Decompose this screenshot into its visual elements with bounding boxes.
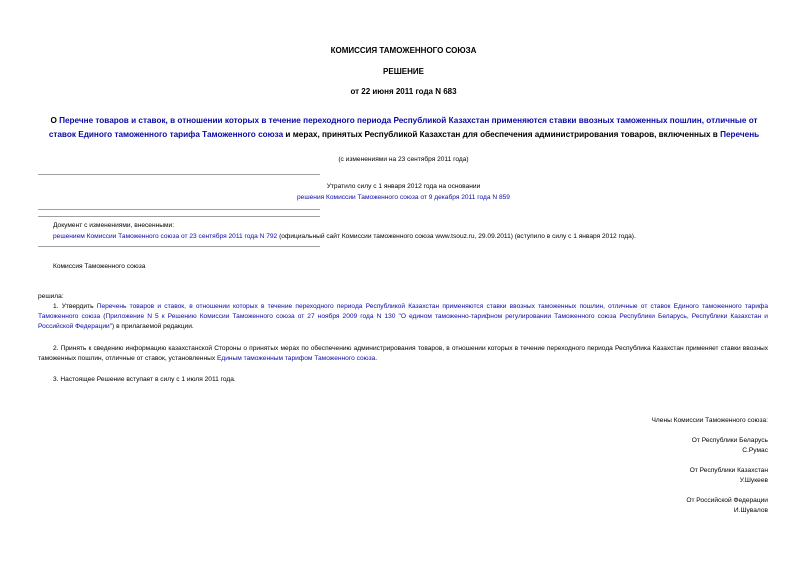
member-country: От Российской Федерации — [686, 497, 768, 504]
changes-line — [53, 232, 636, 242]
member-name: У.Шукеев — [739, 477, 768, 484]
item1-text: 1. Утвердить — [53, 303, 97, 310]
decided-label: решила: — [38, 293, 64, 300]
item1-text-3: ) в прилагаемой редакции. — [112, 323, 194, 330]
member-country: От Республики Казахстан — [689, 467, 768, 474]
item-2 — [38, 344, 768, 364]
divider — [38, 209, 320, 210]
divider — [38, 216, 320, 217]
member-name: С.Румас — [742, 447, 768, 454]
item2-text: 2. Принять к сведению информацию казахстанской Стороны о принятых мерах по обеспечению администрирования товаров, в отношении которых в течение переходного периода Республика Казахстан применяет ставки ввозных таможенных пошлин, отличные от ставок, установленных — [38, 345, 768, 362]
doc-type-heading: РЕШЕНИЕ — [383, 67, 424, 76]
item-1 — [38, 302, 768, 332]
item2-link-tariff[interactable]: Единым таможенным тарифом Таможенного союза — [216, 355, 376, 362]
changes-label: Документ с изменениями, внесенными: — [53, 222, 175, 229]
title-prefix: О — [50, 116, 60, 125]
changes-rest: (официальный сайт Комиссии таможенного союза www.tsouz.ru, 29.09.2011) (вступило в силу с 1 января 2012 года). — [277, 233, 636, 240]
validity-link[interactable]: решения Комиссии Таможенного союза от 9 декабря 2011 года N 859 — [297, 194, 510, 201]
member-country: От Республики Беларусь — [691, 437, 768, 444]
title-link-list[interactable]: Перечне товаров и ставок, в отношении которых в течение переходного периода Республикой Казахстан применяются ставки ввозных таможенных пошлин, отличные от ставок Единого таможенного тарифа Таможенного союза — [48, 116, 758, 139]
item2-text-2: . — [375, 355, 378, 362]
title-middle: и мерах, принятых Республикой Казахстан для обеспечения администрирования товаров, включенных в — [283, 129, 721, 139]
org-heading: КОМИССИЯ ТАМОЖЕННОГО СОЮЗА — [330, 46, 477, 55]
divider — [38, 246, 320, 247]
member-name: И.Шувалов — [733, 507, 768, 514]
amendments-note: (с изменениями на 23 сентября 2011 года) — [338, 156, 469, 163]
document-title — [40, 114, 768, 141]
item1-link-list[interactable]: Перечень товаров и ставок, в отношении которых в течение переходного периода Республикой Казахстан применяются ставки ввозных таможенных пошлин, отличные от ставок Единого таможенного тарифа Таможенного союза — [38, 303, 768, 320]
signatures-heading: Члены Комиссии Таможенного союза: — [651, 417, 768, 424]
changes-link[interactable]: решением Комиссии Таможенного союза от 23 сентября 2011 года N 792 — [53, 233, 278, 240]
item1-text-2: ( — [100, 313, 106, 320]
item1-link-annex[interactable]: Приложение N 5 к Решению Комиссии Таможенного союза от 27 ноября 2009 года N 130 "О едином таможенно-тарифном регулировании Таможенного союза Республики Беларусь, Республики Казахстан и Российской Федерации" — [38, 313, 768, 330]
date-line: от 22 июня 2011 года N 683 — [350, 87, 457, 96]
divider — [38, 174, 320, 175]
body-org: Комиссия Таможенного союза — [53, 263, 146, 270]
title-link-perechen[interactable]: Перечень — [720, 129, 760, 139]
validity-text: Утратило силу с 1 января 2012 года на основании — [326, 183, 481, 190]
item-3: 3. Настоящее Решение вступает в силу с 1 июля 2011 года. — [53, 376, 236, 383]
